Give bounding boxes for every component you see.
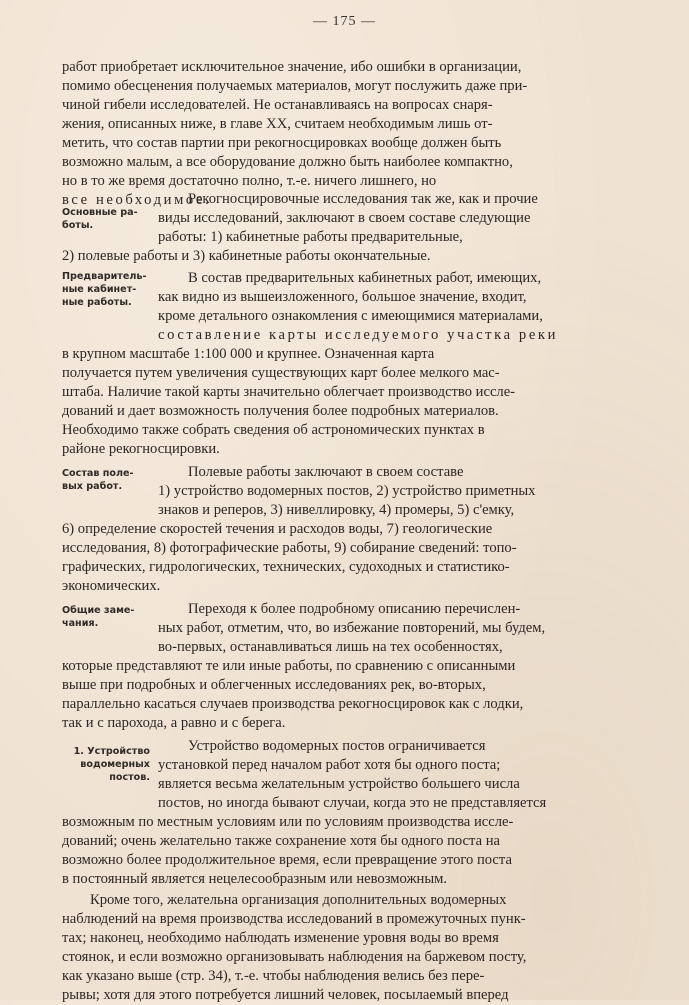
text-line: во-первых, останавливаться лишь на тех особенностях, <box>158 639 503 655</box>
text-line: но в то же время достаточно полно, т.-е. ничего лишнего, но <box>62 173 437 189</box>
text-line: штаба. Наличие такой карты значительно облегчает производство иссле- <box>62 384 516 400</box>
margin-note <box>62 467 154 493</box>
margin-note <box>62 604 154 630</box>
text-line: кроме детального ознакомления с имеющимися материалами, <box>158 308 543 324</box>
margin-note <box>58 745 150 784</box>
text-line: экономических. <box>62 578 161 594</box>
text-line: постов, но иногда бывают случаи, когда это не представляется <box>158 795 547 811</box>
text-line: Переходя к более подробному описанию перечислен- <box>188 601 521 617</box>
text-line: виды исследований, заключают в своем составе следующие <box>158 210 531 226</box>
text-line: рывы; хотя для этого потребуется лишний человек, посылаемый вперед <box>62 987 509 1003</box>
text-line: В состав предварительных кабинетных работ, имеющих, <box>188 270 542 286</box>
text-line: жения, описанных ниже, в главе XX, считаем необходимым лишь от- <box>62 116 493 132</box>
text-line: ных работ, отметим, что, во избежание повторений, мы будем, <box>158 620 546 636</box>
text-line: работ приобретает исключительное значение, ибо ошибки в организации, <box>62 59 522 75</box>
margin-note <box>62 206 154 232</box>
text-line: как видно из вышеизложенного, большое значение, входит, <box>158 289 527 305</box>
margin-note-line: 1. Устройство <box>73 746 150 757</box>
text-line: параллельно касаться случаев производства рекогносцировок как с лодки, <box>62 696 524 712</box>
page-number: — 175 — <box>313 14 376 29</box>
text-line: 6) определение скоростей течения и расходов воды, 7) геологические <box>62 521 493 537</box>
text-line: возможно малым, а все оборудование должно быть наиболее компактно, <box>62 154 513 170</box>
text-line: Необходимо также собрать сведения об астрономических пунктах в <box>62 422 485 438</box>
margin-note-line: ные кабинет- <box>62 284 137 295</box>
text-line: тах; наконец, необходимо наблюдать изменение уровня воды во время <box>62 930 499 946</box>
text-line: все необходимое. <box>62 192 212 208</box>
text-line: Кроме того, желательна организация дополнительных водомерных <box>90 892 507 908</box>
text-line: 2) полевые работы и 3) кабинетные работы окончательные. <box>62 248 431 264</box>
margin-note-line: вых работ. <box>62 481 123 492</box>
margin-note-line: Предваритель- <box>62 271 147 282</box>
text-line: Рекогносцировочные исследования так же, как и прочие <box>188 191 538 207</box>
text-line: выше при подробных и облегченных исследованиях рек, во-вторых, <box>62 677 486 693</box>
margin-note-line: Состав поле- <box>62 468 134 479</box>
text-line: чиной гибели исследователей. Не останавливаясь на вопросах снаря- <box>62 97 493 113</box>
text-line: установкой перед началом работ хотя бы одного поста; <box>158 757 501 773</box>
margin-note-line: водомерных <box>80 759 150 770</box>
margin-note <box>62 270 154 309</box>
text-line: получается путем увеличения существующих карт более мелкого мас- <box>62 365 500 381</box>
text-line: помимо обесценения получаемых материалов, могут послужить даже при- <box>62 78 528 94</box>
text-line: наблюдений на время производства исследований в промежуточных пунк- <box>62 911 526 927</box>
margin-note-line: ные работы. <box>62 297 132 308</box>
text-line: Полевые работы заключают в своем составе <box>188 464 464 480</box>
margin-note-line: постов. <box>109 772 150 783</box>
text-line: 1) устройство водомерных постов, 2) устройство приметных <box>158 483 536 499</box>
text-line: стоянок, и если возможно организовывать наблюдения на баржевом посту, <box>62 949 527 965</box>
text-line: возможно более продолжительное время, если превращение этого поста <box>62 852 512 868</box>
text-line: Устройство водомерных постов ограничивается <box>188 738 486 754</box>
text-line: в крупном масштабе 1:100 000 и крупнее. Означенная карта <box>62 346 435 362</box>
text-line: знаков и реперов, 3) нивеллировку, 4) промеры, 5) с'емку, <box>158 502 515 518</box>
text-line: районе рекогносцировки. <box>62 441 220 457</box>
text-line: так и с парохода, а равно и с берега. <box>62 715 286 731</box>
text-line: в постоянный является нецелесообразным или невозможным. <box>62 871 448 887</box>
text-line: метить, что состав партии при рекогносцировках вообще должен быть <box>62 135 502 151</box>
text-line: дований; очень желательно также сохранение хотя бы одного поста на <box>62 833 500 849</box>
text-line: как указано выше (стр. 34), т.-е. чтобы наблюдения велись без пере- <box>62 968 485 984</box>
margin-note-line: боты. <box>62 220 94 231</box>
text-line: является весьма желательным устройство большего числа <box>158 776 520 792</box>
margin-note-line: Основные ра- <box>62 207 138 218</box>
margin-note-line: Общие заме- <box>62 605 135 616</box>
margin-note-line: чания. <box>62 618 99 629</box>
text-line: дований и дает возможность получения более подробных материалов. <box>62 403 499 419</box>
text-line: возможным по местным условиям или по условиям производства иссле- <box>62 814 514 830</box>
text-line: составление карты исследуемого участка реки <box>158 327 559 343</box>
text-line: работы: 1) кабинетные работы предварительные, <box>158 229 463 245</box>
text-line: исследования, 8) фотографические работы, 9) собирание сведений: топо- <box>62 540 517 556</box>
text-line: графических, гидрологических, технических, судоходных и статистико- <box>62 559 510 575</box>
text-line: которые представляют те или иные работы, по сравнению с описанными <box>62 658 516 674</box>
